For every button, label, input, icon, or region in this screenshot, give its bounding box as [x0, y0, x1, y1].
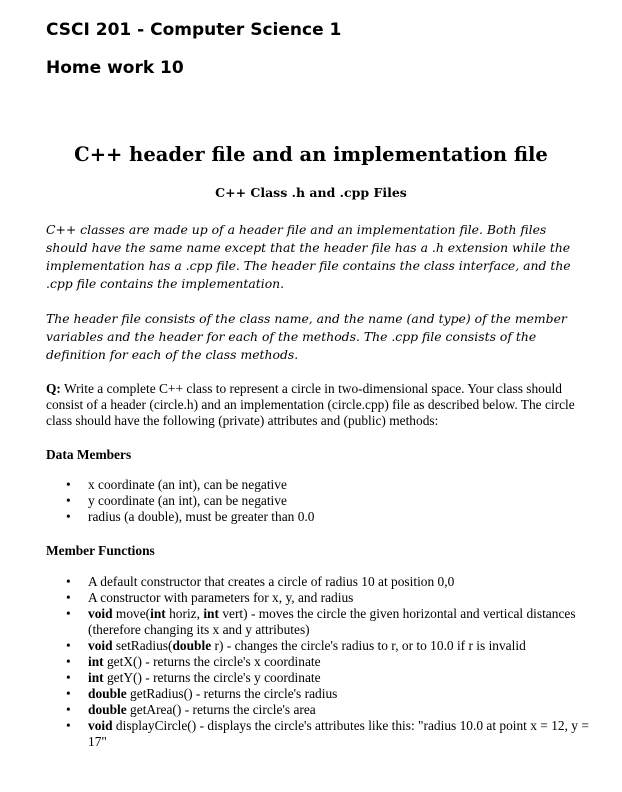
bullet-icon: • — [66, 590, 71, 605]
bullet-icon: • — [66, 654, 71, 669]
question-paragraph — [46, 381, 596, 429]
list-item: • radius (a double), must be greater than 0.0 — [66, 509, 315, 524]
bullet-icon: • — [66, 686, 71, 701]
bullet-icon: • — [66, 638, 71, 653]
bullet-icon: • — [66, 477, 71, 492]
member-functions-list — [46, 574, 592, 750]
course-title: CSCI 201 - Computer Science 1 — [46, 20, 342, 40]
list-item: • int getY() - returns the circle's y coordinate — [66, 670, 321, 685]
document-subtitle: C++ Class .h and .cpp Files — [215, 185, 407, 200]
list-item: • double getRadius() - returns the circle's radius — [66, 686, 338, 701]
intro-paragraph-1: C++ classes are made up of a header file and an implementation file. Both files should have the same name except that the header file has a .h extension while the implementation has a .cpp file. The header file contains the class interface, and the .cpp file contains the implementation. — [46, 222, 571, 291]
bullet-icon: • — [66, 574, 71, 589]
bullet-icon: • — [66, 509, 71, 524]
list-item: • void setRadius(double r) - changes the circle's radius to r, or to 10.0 if r is invalid — [66, 638, 526, 653]
list-item: • double getArea() - returns the circle's area — [66, 702, 316, 717]
member-functions-heading: Member Functions — [46, 543, 155, 558]
list-item: • void displayCircle() - displays the circle's attributes like this: "radius 10.0 at point x = 12, y = 17" — [66, 718, 589, 749]
question-label: Q: — [46, 381, 61, 396]
bullet-icon: • — [66, 718, 71, 733]
list-item: • A default constructor that creates a circle of radius 10 at position 0,0 — [66, 574, 455, 589]
document-title: C++ header file and an implementation file — [74, 143, 548, 166]
list-item: • x coordinate (an int), can be negative — [66, 477, 287, 492]
bullet-icon: • — [66, 606, 71, 621]
data-members-heading: Data Members — [46, 447, 132, 462]
list-item: • int getX() - returns the circle's x coordinate — [66, 654, 321, 669]
list-item: • A constructor with parameters for x, y, and radius — [66, 590, 354, 605]
list-item: • void move(int horiz, int vert) - moves the circle the given horizontal and vertical distances (therefore changing its x and y attributes) — [66, 606, 576, 637]
homework-title: Home work 10 — [46, 58, 184, 78]
data-members-list — [46, 477, 592, 525]
bullet-icon: • — [66, 493, 71, 508]
question-text: Write a complete C++ class to represent a circle in two-dimensional space. Your class should consist of a header (circle.h) and an implementation (circle.cpp) file as described below. The circle class should have the following (private) attributes and (public) methods: — [46, 381, 575, 428]
bullet-icon: • — [66, 702, 71, 717]
bullet-icon: • — [66, 670, 71, 685]
list-item: • y coordinate (an int), can be negative — [66, 493, 287, 508]
intro-paragraph-2: The header file consists of the class name, and the name (and type) of the member variables and the header for each of the methods. The .cpp file consists of the definition for each of the class methods. — [46, 311, 567, 362]
